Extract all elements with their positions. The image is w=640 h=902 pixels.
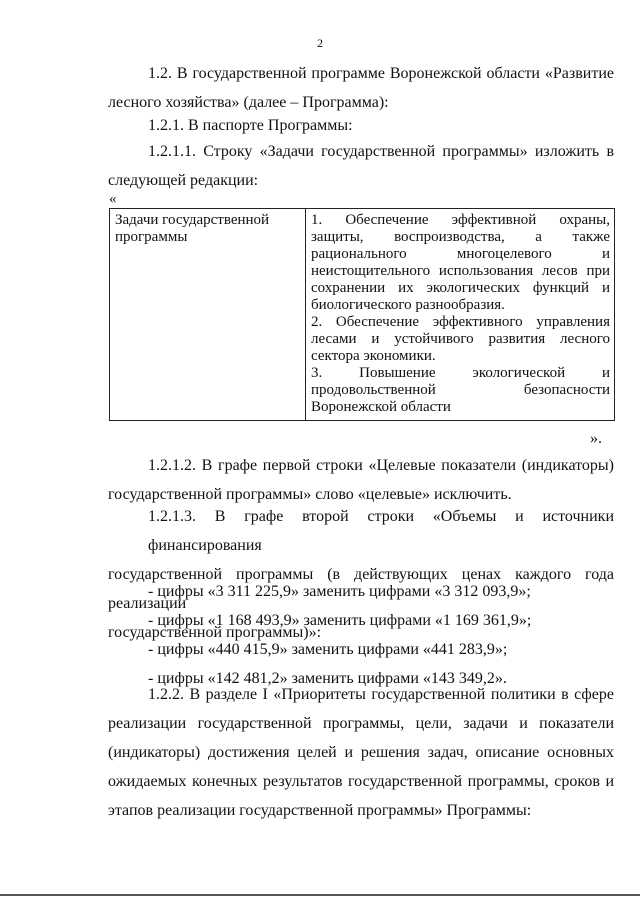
paragraph-line: 1.2.1. В паспорте Программы: [148,117,353,134]
paragraph-line: государственной программы)»: [108,624,322,641]
cell-line: 3. Повышение экологической и [311,365,610,381]
cell-line: программы [115,229,188,245]
paragraph-1-2-2 [108,680,614,825]
tasks-table [109,208,615,421]
page-bottom-edge [0,894,640,896]
list-item: - цифры «440 415,9» заменить цифрами «441 283,9»; [148,641,508,658]
list-item: - цифры «1 168 493,9» заменить цифрами «1 169 361,9»; [148,612,532,629]
cell-line: защиты, воспроизводства, а также [311,229,610,245]
table-cell-label [110,209,306,421]
cell-line: сохранении их экологических функций и [311,280,610,296]
closing-quote: ». [590,430,602,447]
cell-line: продовольственной безопасности [311,382,610,398]
paragraph-line: этапов реализации государственной программы» Программы: [108,802,532,819]
cell-line: 1. Обеспечение эффективной охраны, [311,212,610,228]
paragraph-line: следующей редакции: [108,172,259,189]
paragraph-line: государственной программы (в действующих ценах каждого года реализации [108,566,614,612]
cell-line: сектора экономики. [311,348,436,364]
paragraph-1-2-1-2 [108,451,614,509]
paragraph-line: государственной программы» слово «целевые» исключить. [108,486,512,503]
paragraph-1-2-1-1 [108,137,614,195]
paragraph-line: ожидаемых конечных результатов государственной программы, сроков и [108,773,614,790]
opening-quote: « [109,191,117,207]
table-row [110,209,615,421]
paragraph-1-2 [108,59,614,117]
cell-line: неистощительного использования лесов при [311,263,610,279]
paragraph-line: лесного хозяйства» (далее – Программа): [108,94,389,111]
list-item: - цифры «3 311 225,9» заменить цифрами «3 312 093,9»; [148,583,531,600]
cell-line: биологического разнообразия. [311,297,505,313]
cell-line: 2. Обеспечение эффективного управления [311,314,610,330]
cell-line: лесами и устойчивого развития лесного [311,331,610,347]
paragraph-line: 1.2.1.2. В графе первой строки «Целевые показатели (индикаторы) [148,457,614,474]
replacement-list [108,577,614,693]
page-number: 2 [317,36,323,50]
list-item: - цифры «142 481,2» заменить цифрами «143 349,2». [148,670,507,687]
paragraph-line: 1.2.1.3. В графе второй строки «Объемы и источники финансирования [148,508,614,554]
paragraph-line: 1.2. В государственной программе Воронежской области «Развитие [148,65,614,82]
paragraph-1-2-1 [108,111,614,140]
paragraph-line: 1.2.2. В разделе I «Приоритеты государственной политики в сфере [148,686,614,703]
cell-line: Задачи государственной [115,212,270,228]
paragraph-line: (индикаторы) достижения целей и решения задач, описание основных [108,744,614,761]
cell-line: Воронежской области [311,399,451,415]
table-cell-value [306,209,615,421]
paragraph-line: реализации государственной программы, цели, задачи и показатели [108,715,614,732]
paragraph-line: 1.2.1.1. Строку «Задачи государственной программы» изложить в [148,143,614,160]
cell-line: рационального многоцелевого и [311,246,610,262]
